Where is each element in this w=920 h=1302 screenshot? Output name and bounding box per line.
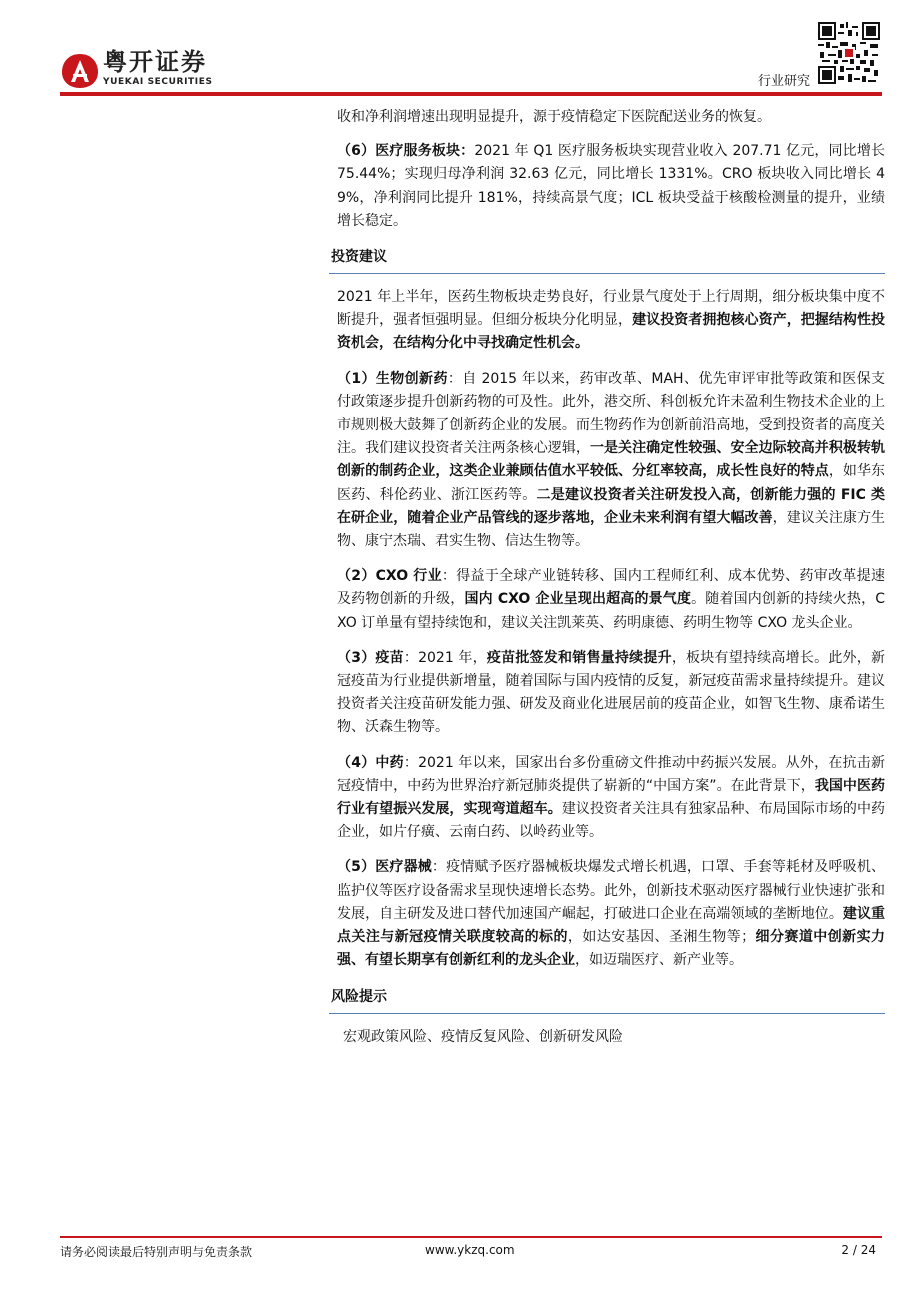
qr-code-icon bbox=[818, 22, 880, 84]
medical-service-text: 2021 年 Q1 医疗服务板块实现营业收入 207.71 亿元，同比增长 75.44%；实现归母净利润 32.63 亿元，同比增长 1331%。CRO 板块收入同比增长 49%，净利润同比提升 181%，持续高景气度；ICL 板块受益于核酸检测量的提升，业绩增长稳定。 bbox=[337, 143, 886, 229]
paragraph-biotech-drugs: （1）生物创新药：自 2015 年以来，药审改革、MAH、优先审评审批等政策和医保支付政策逐步提升创新药物的可及性。此外，港交所、科创板允许未盈利生物技术企业的上市规则极大鼓舞了创新药企业的发展。而生物药作为创新前沿高地，受到投资者的高度关注。我们建议投资者关注两条核心逻辑，一是关注确定性较强、安全边际较高并积极转轨创新的制药企业，这类企业兼顾估值水平较低、分红率较高，成长性良好的特点，如华东医药、科伦药业、浙江医药等。二是建议投资者关注研发投入高，创新能力强的 FIC 类在研企业，随着企业产品管线的逐步落地，企业未来利润有望大幅改善，建议关注康方生物、康宁杰瑞、君实生物、信达生物等。 bbox=[337, 370, 886, 550]
paragraph-intro: 收和净利润增速出现明显提升，源于疫情稳定下医院配送业务的恢复。 bbox=[337, 109, 771, 125]
brand-name-cn: 粤开证券 bbox=[103, 48, 207, 76]
main-content bbox=[329, 106, 885, 1049]
paragraph-cxo: （2）CXO 行业：得益于全球产业链转移、国内工程师红利、成本优势、药审改革提速及药物创新的升级，国内 CXO 企业呈现出超高的景气度。随着国内创新的持续火热，CXO 订单量有望持续饱和，建议关注凯莱英、药明康德、药明生物等 CXO 龙头企业。 bbox=[337, 568, 886, 631]
paragraph-medical-devices: （5）医疗器械：疫情赋予医疗器械板块爆发式增长机遇，口罩、手套等耗材及呼吸机、监护仪等医疗设备需求呈现快速增长态势。此外，创新技术驱动医疗器械行业快速扩张和发展，自主研发及进口替代加速国产崛起，打破进口企业在高端领域的垄断地位。建议重点关注与新冠疫情关联度较高的标的，如达安基因、圣湘生物等；细分赛道中创新实力强、有望长期享有创新红利的龙头企业，如迈瑞医疗、新产业等。 bbox=[337, 859, 886, 969]
section-heading-investment: 投资建议 bbox=[329, 245, 885, 274]
paragraph-investment-summary: 2021 年上半年，医药生物板块走势良好，行业景气度处于上行周期，细分板块集中度不断提升，强者恒强明显。但细分板块分化明显，建议投资者拥抱核心资产，把握结构性投资机会，在结构分化中寻找确定性机会。 bbox=[337, 289, 886, 352]
paragraph-vaccine: （3）疫苗：2021 年，疫苗批签发和销售量持续提升，板块有望持续高增长。此外，新冠疫苗为行业提供新增量，随着国际与国内疫情的反复，新冠疫苗需求量持续提升。建议投资者关注疫苗研发能力强、研发及商业化进展居前的疫苗企业，如智飞生物、康希诺生物、沃森生物等。 bbox=[337, 649, 885, 736]
brand-name-en: YUEKAI SECURITIES bbox=[103, 77, 213, 87]
footer-url[interactable]: www.ykzq.com bbox=[425, 1243, 515, 1257]
footer-divider bbox=[60, 1236, 882, 1238]
paragraph-tcm: （4）中药：2021 年以来，国家出台多份重磅文件推动中药振兴发展。从外，在抗击新冠疫情中，中药为世界治疗新冠肺炎提供了崭新的“中国方案”。在此背景下，我国中医药行业有望振兴发展，实现弯道超车。建议投资者关注具有独家品种、布局国际市场的中药企业，如片仔癀、云南白药、以岭药业等。 bbox=[337, 754, 886, 841]
report-category: 行业研究 bbox=[757, 74, 810, 89]
footer-disclaimer: 请务必阅读最后特别声明与免责条款 bbox=[60, 1245, 253, 1259]
paragraph-medical-service bbox=[329, 140, 885, 233]
risk-text: 宏观政策风险、疫情反复风险、创新研发风险 bbox=[343, 1028, 623, 1045]
yuekai-logo-icon bbox=[60, 52, 100, 90]
page-number: 2 / 24 bbox=[841, 1243, 876, 1257]
brand-name bbox=[103, 48, 213, 88]
header-divider bbox=[60, 92, 882, 96]
section-heading-risk: 风险提示 bbox=[329, 985, 885, 1014]
medical-service-lead: （6）医疗服务板块： bbox=[337, 143, 475, 160]
